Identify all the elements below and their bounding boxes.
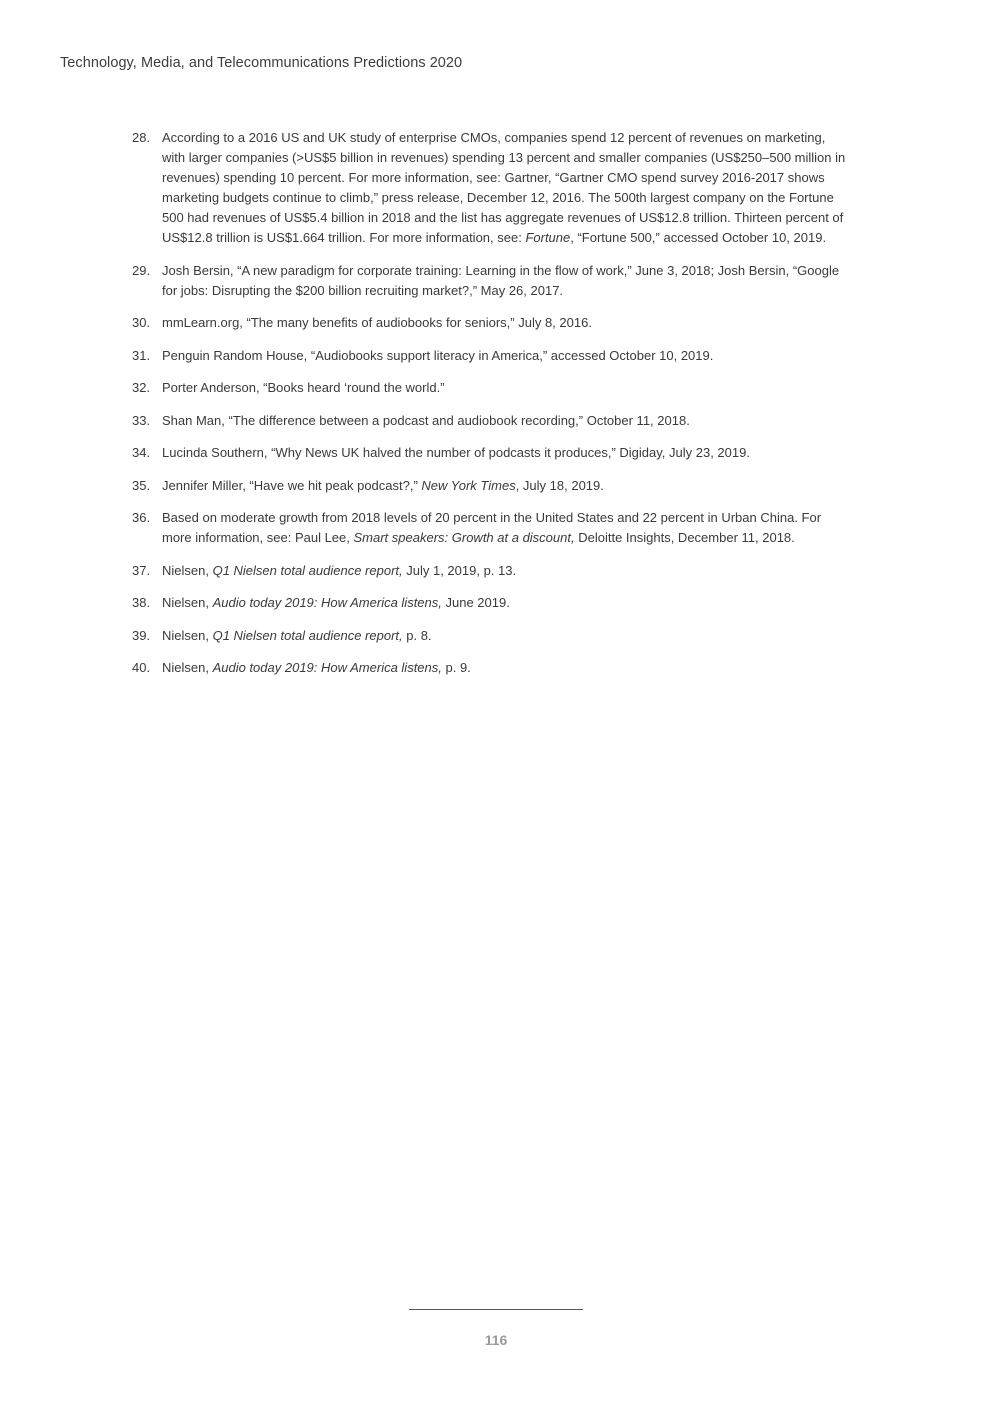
endnotes-list xyxy=(132,128,852,691)
endnote-item xyxy=(132,561,852,581)
endnote-text-segment: Deloitte Insights, December 11, 2018. xyxy=(574,530,795,545)
endnote-text-segment: mmLearn.org, “The many benefits of audiobooks for seniors,” July 8, 2016. xyxy=(162,315,592,330)
endnote-text-segment: p. 9. xyxy=(441,660,471,675)
endnote-item xyxy=(132,626,852,646)
endnote-italic-title: Audio today 2019: How America listens, xyxy=(212,595,442,610)
endnote-item xyxy=(132,593,852,613)
endnote-text xyxy=(162,263,839,298)
endnote-text xyxy=(162,445,750,460)
endnote-text xyxy=(162,130,845,245)
endnote-text xyxy=(162,510,821,545)
endnote-italic-title: Fortune xyxy=(525,230,571,245)
endnote-text-segment: Jennifer Miller, “Have we hit peak podcast?,” xyxy=(162,477,422,493)
endnote-item xyxy=(132,313,852,333)
endnote-text xyxy=(162,595,510,610)
running-header: Technology, Media, and Telecommunications Predictions 2020 xyxy=(60,55,463,71)
page-number: 116 xyxy=(484,1332,508,1348)
endnote-number: 33. xyxy=(132,412,151,428)
endnote-number: 37. xyxy=(132,562,151,578)
endnote-number: 35. xyxy=(132,477,151,493)
endnote-italic-title: Q1 Nielsen total audience report, xyxy=(212,562,403,578)
endnote-text-segment: Nielsen, xyxy=(162,595,213,610)
endnote-item xyxy=(132,128,852,248)
endnote-number: 32. xyxy=(132,380,151,395)
endnote-text xyxy=(162,478,604,493)
endnote-text xyxy=(162,628,432,643)
endnote-item xyxy=(132,411,852,431)
endnote-number: 28. xyxy=(132,130,151,145)
endnote-item xyxy=(132,476,852,496)
endnote-item xyxy=(132,346,852,366)
endnote-text xyxy=(162,315,592,330)
endnote-text-segment: , “Fortune 500,” accessed October 10, 2019. xyxy=(570,230,827,245)
endnote-text xyxy=(162,563,516,578)
endnote-text-segment: Josh Bersin, “A new paradigm for corporate training: Learning in the flow of work,” June 3, 2018; Josh Bersin, “Google for jobs: Disrupting the $200 billion recruiting market?,” May 26, 2017. xyxy=(162,262,840,298)
endnote-number: 34. xyxy=(132,445,151,460)
endnote-text-segment: Porter Anderson, “Books heard ‘round the world.” xyxy=(162,380,445,395)
endnote-italic-title: New York Times xyxy=(421,477,516,493)
endnote-number: 30. xyxy=(132,315,151,330)
endnote-text-segment: Nielsen, xyxy=(162,562,213,578)
endnote-text-segment: Lucinda Southern, “Why News UK halved the number of podcasts it produces,” Digiday, July 23, 2019. xyxy=(162,445,750,460)
endnote-text xyxy=(162,348,713,363)
endnote-text xyxy=(162,660,471,675)
endnote-italic-title: Smart speakers: Growth at a discount, xyxy=(353,530,575,545)
endnote-number: 36. xyxy=(132,510,151,525)
endnote-number: 29. xyxy=(132,262,151,278)
endnote-text-segment: June 2019. xyxy=(441,595,510,610)
endnote-number: 38. xyxy=(132,595,151,610)
endnote-number: 31. xyxy=(132,347,151,363)
endnote-text xyxy=(162,413,690,428)
endnote-italic-title: Q1 Nielsen total audience report, xyxy=(212,627,403,643)
endnote-item xyxy=(132,443,852,463)
endnote-item xyxy=(132,658,852,678)
endnote-item xyxy=(132,378,852,398)
endnote-text-segment: Shan Man, “The difference between a podcast and audiobook recording,” October 11, 2018. xyxy=(162,412,690,428)
endnote-italic-title: Audio today 2019: How America listens, xyxy=(212,660,442,675)
endnote-text xyxy=(162,380,445,395)
endnote-text-segment: Nielsen, xyxy=(162,660,213,675)
endnote-item xyxy=(132,508,852,548)
endnote-text-segment: p. 8. xyxy=(402,627,432,643)
endnote-text-segment: Nielsen, xyxy=(162,627,213,643)
endnote-text-segment: According to a 2016 US and UK study of enterprise CMOs, companies spend 12 percent of revenues on marketing, with larger companies (>US$5 billion in revenues) spending 13 percent and smaller companies (US$250–500 million in revenues) spending 10 percent. For more information, see: Gartner, “Gartner CMO spend survey 2016-2017 shows marketing budgets continue to climb,” press release, December 12, 2016. The 500th largest company on the Fortune 500 had revenues of US$5.4 billion in 2018 and the list has aggregate revenues of US$12.8 trillion. Thirteen percent of US$12.8 trillion is US$1.664 trillion. For more information, see: xyxy=(162,130,846,245)
footer-divider xyxy=(409,1309,583,1310)
endnote-text-segment: , July 18, 2019. xyxy=(515,477,604,493)
endnote-text-segment: Penguin Random House, “Audiobooks support literacy in America,” accessed October 10, 2019. xyxy=(162,347,714,363)
endnote-item xyxy=(132,261,852,301)
endnote-text-segment: July 1, 2019, p. 13. xyxy=(402,562,517,578)
endnote-text-segment: Based on moderate growth from 2018 levels of 20 percent in the United States and 22 percent in Urban China. For more information, see: Paul Lee, xyxy=(162,510,822,545)
endnote-number: 40. xyxy=(132,660,151,675)
endnote-number: 39. xyxy=(132,627,151,643)
